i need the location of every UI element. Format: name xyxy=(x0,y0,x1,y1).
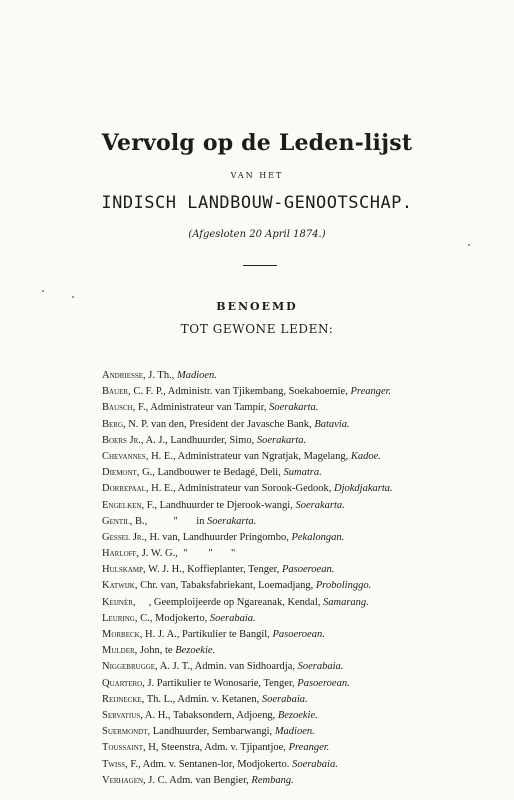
member-place: Pasoeroean. xyxy=(281,564,335,576)
member-name: Keijnèr xyxy=(102,596,133,608)
member-name: Andriesse xyxy=(102,370,144,381)
list-item xyxy=(102,481,502,497)
member-place: Soerabaia. xyxy=(297,661,344,673)
member-name: Gessel Jr. xyxy=(102,531,145,543)
member-place: Pasoeroean. xyxy=(297,677,350,689)
member-name: Dorrepaal xyxy=(102,483,146,495)
list-item xyxy=(102,498,502,514)
member-name: Toussaint xyxy=(102,742,144,754)
member-details: , A. J., Landhuurder, Simo, xyxy=(140,434,257,446)
list-item xyxy=(102,562,502,578)
member-place: Soerakarta. xyxy=(295,499,345,511)
member-details: , H. E., Administrateur van Sorook-Gedook, xyxy=(145,483,334,495)
list-item xyxy=(102,417,502,433)
closing-date: (Afgesloten 20 April 1874.) xyxy=(188,229,326,240)
divider-rule xyxy=(243,265,277,266)
list-item xyxy=(102,449,502,465)
list-item xyxy=(102,740,502,756)
member-name: Engelken xyxy=(102,499,142,511)
member-place: Madioen. xyxy=(274,726,315,738)
member-name: Diemont xyxy=(102,467,137,479)
member-details: , G., Landbouwer te Bedagé, Deli, xyxy=(136,467,284,479)
member-details: , F., Landhuurder te Djerook-wangi, xyxy=(141,499,296,511)
list-item xyxy=(102,757,502,773)
member-name: Boers Jr. xyxy=(102,434,141,446)
page-title: Vervolg op de Leden-lijst xyxy=(101,130,413,156)
member-place: Bezoekie. xyxy=(175,645,216,657)
member-place: Preanger. xyxy=(288,742,330,754)
member-name: Suermondt xyxy=(102,726,148,738)
member-details: , J. Partikulier te Wonosarie, Tenger, xyxy=(142,677,298,689)
member-name: Morbeck xyxy=(102,629,140,640)
list-item xyxy=(102,578,502,594)
member-details: , C., Modjokerto, xyxy=(134,612,210,624)
list-item xyxy=(102,643,502,659)
member-details: , John, te xyxy=(134,645,176,657)
list-item xyxy=(102,773,502,789)
member-details: , C. F. P., Administr. van Tjikembang, Soekaboemie, xyxy=(128,386,351,398)
list-item xyxy=(102,465,502,481)
list-item xyxy=(102,627,502,643)
member-details: , Th. L., Admin. v. Ketanen, xyxy=(141,693,262,705)
member-place: Samarang. xyxy=(323,596,369,608)
member-place: Bezoekie. xyxy=(277,709,318,721)
member-place: Pasoeroean. xyxy=(272,629,325,640)
member-place: Pekalongan. xyxy=(291,531,345,543)
list-item xyxy=(102,676,502,692)
member-place: Soerabaia. xyxy=(261,693,308,705)
member-details: , , Geemploijeerde op Ngareanak, Kendal, xyxy=(132,596,324,608)
list-item xyxy=(102,433,502,449)
list-item xyxy=(102,611,502,627)
member-name: Quartero xyxy=(102,677,143,689)
member-place: Kadoe. xyxy=(350,450,381,462)
list-item xyxy=(102,530,502,546)
member-name: Chevannes xyxy=(102,450,146,462)
member-name: Bausch xyxy=(102,402,133,414)
member-place: Soerabaia. xyxy=(292,758,338,770)
member-details: , J. W. G., " " " xyxy=(136,548,236,560)
member-place: Probolinggo. xyxy=(315,580,372,592)
list-item xyxy=(102,368,502,384)
list-item xyxy=(102,595,502,611)
member-details: , Landhuurder, Sembarwangi, xyxy=(147,726,275,738)
subtitle-van-het: VAN HET xyxy=(230,171,284,180)
member-name: Hulskamp xyxy=(102,564,144,576)
list-item xyxy=(102,659,502,675)
member-name: Reijnecke xyxy=(102,693,142,705)
member-details: , N. P. van den, President der Javasche Bank, xyxy=(123,418,315,430)
member-place: Djokdjakarta. xyxy=(334,483,393,495)
member-name: Harloff xyxy=(102,548,137,560)
list-item xyxy=(102,514,502,530)
member-details: , Chr. van, Tabaksfabriekant, Loemadjang, xyxy=(134,580,316,592)
member-details: , F., Administrateur van Tampir, xyxy=(132,402,270,414)
member-place: Batavia. xyxy=(314,418,350,430)
member-list xyxy=(102,368,502,789)
member-place: Soerabaia. xyxy=(209,612,256,624)
member-details: , W. J. H., Koffieplanter, Tenger, xyxy=(143,564,282,576)
member-details: , B., " in xyxy=(129,515,208,527)
list-item xyxy=(102,546,502,562)
member-details: , H. van, Landhuurder Pringombo, xyxy=(144,531,292,543)
member-details: , J. C. Adm. van Bengier, xyxy=(143,774,252,786)
list-item xyxy=(102,724,502,740)
list-item xyxy=(102,384,502,400)
member-name: Twiss xyxy=(102,758,126,770)
member-details: , H. J. A., Partikulier te Bangil, xyxy=(139,629,273,640)
member-place: Soerakarta. xyxy=(207,515,257,527)
member-place: Sumatra. xyxy=(283,467,322,479)
list-item xyxy=(102,400,502,416)
list-item xyxy=(102,692,502,708)
paper-speck xyxy=(468,244,470,246)
member-place: Rembang. xyxy=(251,774,294,786)
section-heading: BENOEMD xyxy=(216,300,298,313)
member-place: Preanger. xyxy=(350,386,392,398)
member-place: Madioen. xyxy=(176,370,217,381)
member-details: , J. Th., xyxy=(143,370,177,381)
member-place: Soerakarta. xyxy=(256,434,307,446)
member-name: Leuring xyxy=(102,612,135,624)
member-name: Mulder xyxy=(102,645,135,657)
member-details: , A. H., Tabaksondern, Adjoeng, xyxy=(140,709,278,721)
member-name: Bauer xyxy=(102,386,129,398)
member-place: Soerakarta. xyxy=(269,402,319,414)
member-name: Gentil xyxy=(102,515,130,527)
member-details: , F., Adm. v. Sentanen-lor, Modjokerto. xyxy=(125,758,293,770)
paper-speck xyxy=(72,296,74,298)
paper-speck xyxy=(42,290,44,292)
member-name: Katwijk xyxy=(102,580,135,592)
member-details: , H, Steenstra, Adm. v. Tjipantjoe, xyxy=(143,742,289,754)
member-name: Verhagen xyxy=(102,774,144,786)
member-details: , A. J. T., Admin. van Sidhoardja, xyxy=(155,661,298,673)
member-details: , H. E., Administrateur van Ngratjak, Magelang, xyxy=(145,450,351,462)
member-name: Berg xyxy=(102,418,124,430)
list-item xyxy=(102,708,502,724)
member-name: Niggebrugge xyxy=(102,661,156,673)
society-name: INDISCH LANDBOUW-GENOOTSCHAP. xyxy=(101,193,413,213)
member-name: Servatius xyxy=(102,709,141,721)
members-heading: TOT GEWONE LEDEN: xyxy=(180,322,334,336)
